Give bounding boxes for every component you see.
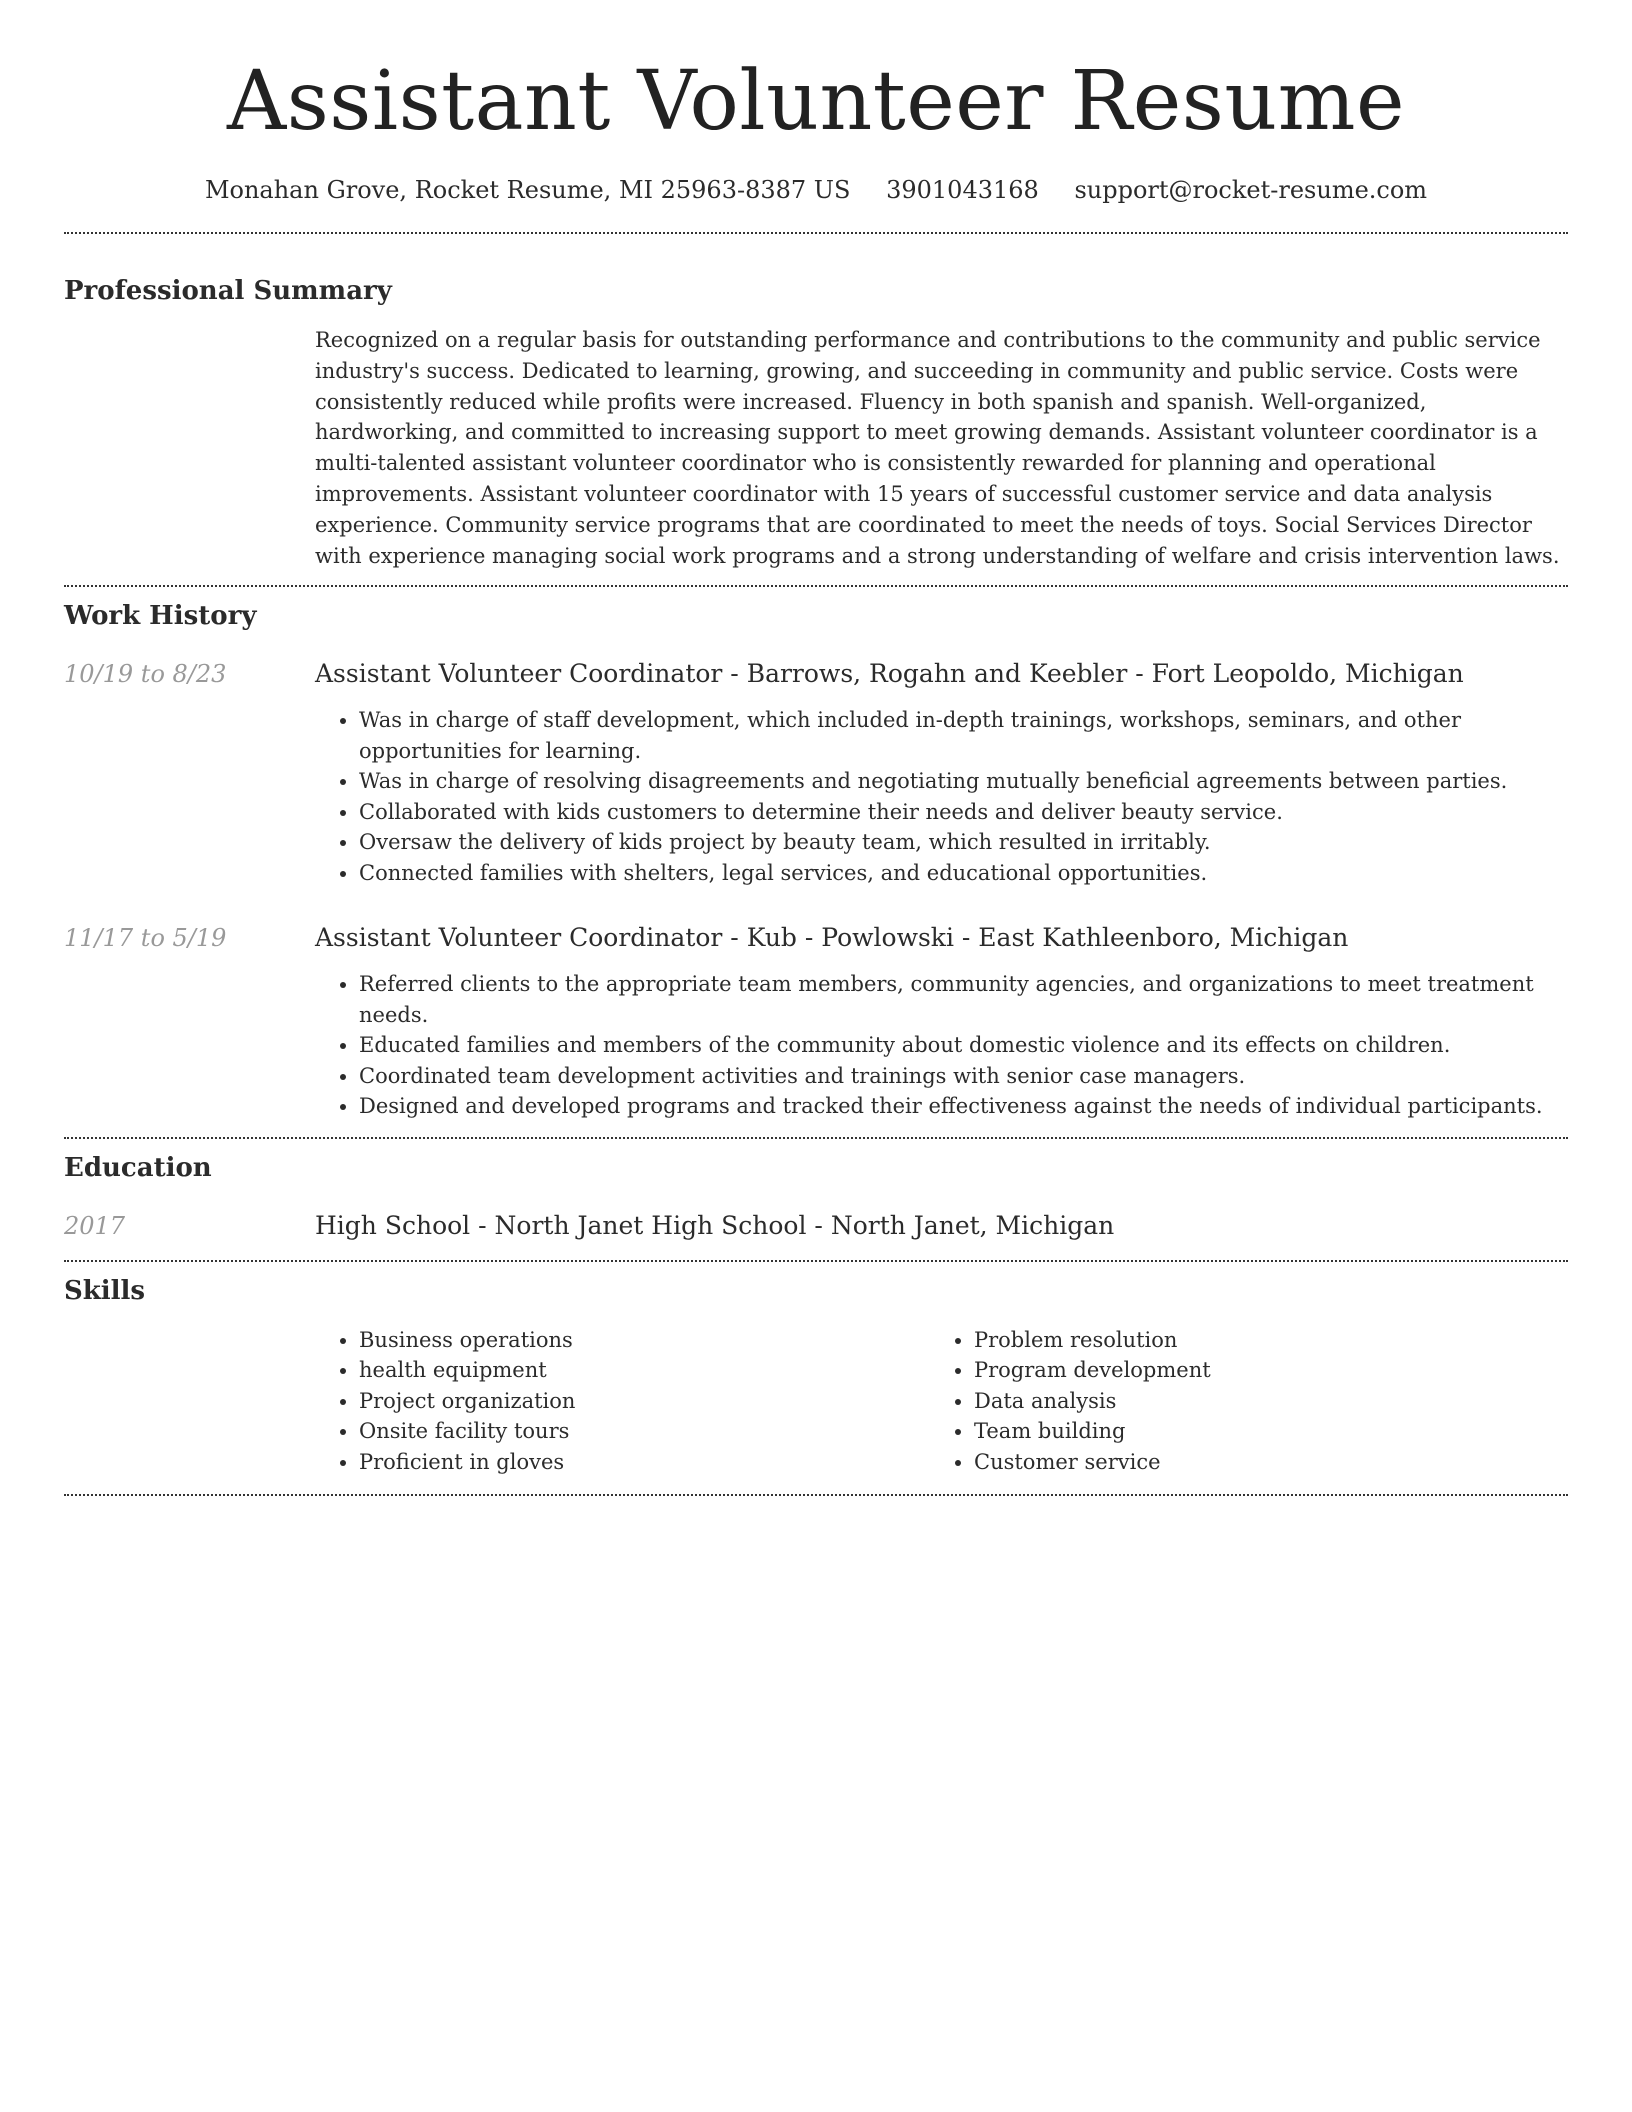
job-entry xyxy=(64,922,1568,954)
contact-line xyxy=(64,174,1568,206)
list-item: • Referred clients to the appropriate team members, community agencies, and organizations to meet treatment needs. xyxy=(359,969,1568,1030)
job-bullets xyxy=(315,969,1568,1122)
skill-item: • Business operations xyxy=(359,1325,930,1356)
job-title: Assistant Volunteer Coordinator - Kub - Powlowski - East Kathleenboro, Michigan xyxy=(315,923,1349,953)
job-title: Assistant Volunteer Coordinator - Barrows, Rogahn and Keebler - Fort Leopoldo, Michigan xyxy=(315,659,1464,689)
list-item: • Was in charge of resolving disagreements and negotiating mutually beneficial agreements between parties. xyxy=(359,766,1568,797)
page-title: Assistant Volunteer Resume xyxy=(227,54,1405,149)
skill-item: • health equipment xyxy=(359,1355,930,1386)
skill-item: • Team building xyxy=(974,1416,1545,1447)
skill-item: • Project organization xyxy=(359,1386,930,1417)
work-history-heading: Work History xyxy=(64,601,257,632)
list-item: • Designed and developed programs and tracked their effectiveness against the needs of individual participants. xyxy=(359,1091,1568,1122)
divider xyxy=(64,1494,1568,1496)
skill-item: • Data analysis xyxy=(974,1386,1545,1417)
job-entry xyxy=(64,658,1568,690)
list-item: • Connected families with shelters, legal services, and educational opportunities. xyxy=(359,858,1568,889)
skill-item: • Proficient in gloves xyxy=(359,1447,930,1478)
skills-list xyxy=(315,1325,1568,1478)
skills-heading: Skills xyxy=(64,1275,146,1306)
summary-heading: Professional Summary xyxy=(64,276,392,306)
divider xyxy=(64,1137,1568,1139)
skill-item: • Onsite facility tours xyxy=(359,1416,930,1447)
job-dates: 10/19 to 8/23 xyxy=(64,660,227,689)
education-school: High School - North Janet High School - North Janet, Michigan xyxy=(315,1210,1115,1240)
skill-item: • Customer service xyxy=(974,1447,1545,1478)
skills-column-left xyxy=(315,1325,930,1478)
divider xyxy=(64,585,1568,587)
divider xyxy=(64,1260,1568,1262)
education-entry xyxy=(64,1210,1568,1242)
list-item: • Was in charge of staff development, which included in-depth trainings, workshops, seminars, and other opportunities for learning. xyxy=(359,705,1568,766)
list-item: • Collaborated with kids customers to determine their needs and deliver beauty service. xyxy=(359,797,1568,828)
summary-text: Recognized on a regular basis for outstanding performance and contributions to the community and public service industry's success. Dedicated to learning, growing, and succeeding in community and public service. Costs were consistently reduced while profits were increased. Fluency in both spanish and spanish. Well-organized, hardworking, and committed to increasing support to meet growing demands. Assistant volunteer coordinator is a multi-talented assistant volunteer coordinator who is consistently rewarded for planning and operational improvements. Assistant volunteer coordinator with 15 years of successful customer service and data analysis experience. Community service programs that are coordinated to meet the needs of toys. Social Services Director with experience managing social work programs and a strong understanding of welfare and crisis intervention laws. xyxy=(315,328,1560,568)
skill-item: • Problem resolution xyxy=(974,1325,1545,1356)
skills-column-right xyxy=(930,1325,1545,1478)
contact-phone: 3901043168 xyxy=(886,176,1039,204)
contact-address: Monahan Grove, Rocket Resume, MI 25963-8387 US xyxy=(204,176,851,204)
divider xyxy=(64,232,1568,234)
job-dates: 11/17 to 5/19 xyxy=(64,924,227,953)
job-bullets xyxy=(315,705,1568,888)
education-heading: Education xyxy=(64,1152,212,1183)
list-item: • Coordinated team development activities and trainings with senior case managers. xyxy=(359,1061,1568,1092)
education-year: 2017 xyxy=(64,1211,126,1240)
list-item: • Educated families and members of the community about domestic violence and its effects on children. xyxy=(359,1030,1568,1061)
list-item: • Oversaw the delivery of kids project by beauty team, which resulted in irritably. xyxy=(359,827,1568,858)
skill-item: • Program development xyxy=(974,1355,1545,1386)
contact-email: support@rocket-resume.com xyxy=(1074,176,1428,204)
